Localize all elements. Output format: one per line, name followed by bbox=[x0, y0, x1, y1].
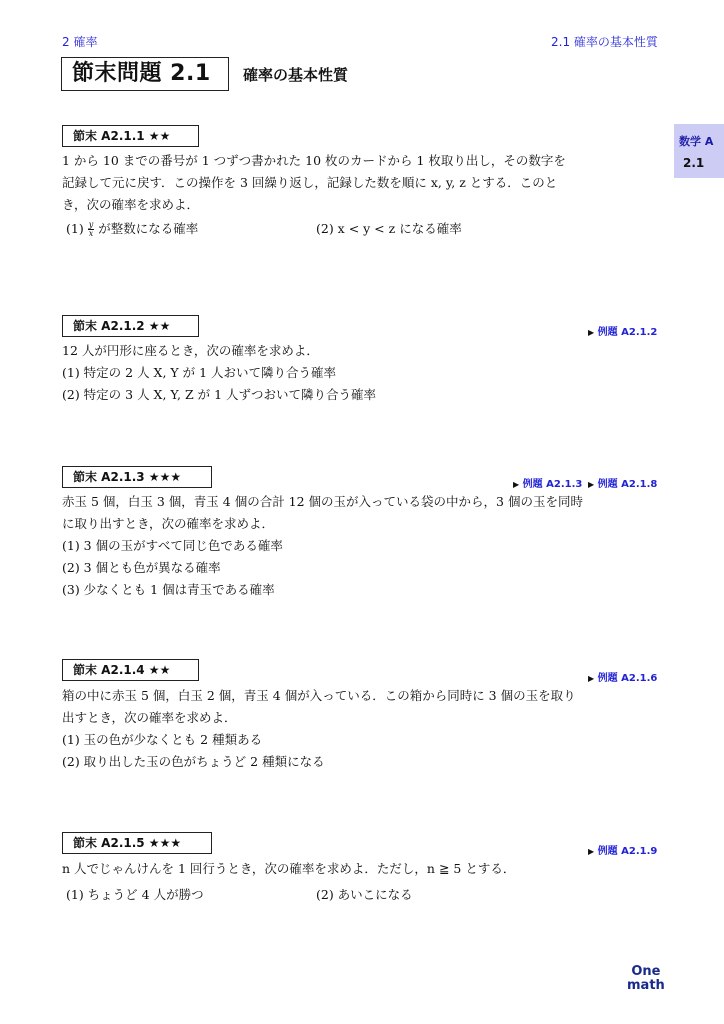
example-ref[interactable] bbox=[588, 842, 657, 857]
triangle-icon: ▶ bbox=[588, 847, 595, 856]
problem-line: き，次の確率を求めよ． bbox=[62, 197, 200, 212]
side-tab[interactable] bbox=[674, 124, 724, 178]
example-ref[interactable] bbox=[588, 475, 657, 490]
example-ref-label: 例題 A2.1.6 bbox=[597, 673, 658, 684]
problem-line: (1) 玉の色が少なくとも 2 種類ある bbox=[62, 732, 263, 747]
example-ref-label: 例題 A2.1.2 bbox=[597, 327, 658, 338]
problem-line: 記録して元に戻す．この操作を 3 回繰り返し，記録した数を順に x, y, z とする．このと bbox=[62, 175, 558, 190]
problem-label: 節末 A2.1.2 ★★ bbox=[62, 315, 199, 337]
triangle-icon: ▶ bbox=[588, 328, 595, 337]
side-tab-number: 2.1 bbox=[683, 156, 705, 170]
triangle-icon: ▶ bbox=[588, 674, 595, 683]
problem-body bbox=[62, 685, 576, 773]
triangle-icon: ▶ bbox=[513, 480, 520, 489]
example-ref-label: 例題 A2.1.8 bbox=[597, 479, 658, 490]
problem-line: (2) 取り出した玉の色がちょうど 2 種類になる bbox=[62, 754, 325, 769]
side-tab-subject: 数学 A bbox=[679, 135, 714, 148]
example-ref-label: 例題 A2.1.3 bbox=[522, 479, 583, 490]
logo-line-1: One bbox=[631, 964, 661, 979]
problem-line: 箱の中に赤玉 5 個，白玉 2 個，青玉 4 個が入っている．この箱から同時に 3 個の玉を取り bbox=[62, 688, 576, 703]
problem-line: 出すとき，次の確率を求めよ． bbox=[62, 710, 237, 725]
problem-line: に取り出すとき，次の確率を求めよ． bbox=[62, 516, 275, 531]
example-ref[interactable] bbox=[588, 323, 657, 338]
fraction-numerator: y bbox=[88, 220, 94, 229]
chapter-header: 2 確率 bbox=[62, 35, 98, 49]
example-ref[interactable] bbox=[588, 669, 657, 684]
problem-body bbox=[62, 150, 566, 216]
example-ref-label: 例題 A2.1.9 bbox=[597, 846, 658, 857]
problem-label: 節末 A2.1.1 ★★ bbox=[62, 125, 199, 147]
section-header: 2.1 確率の基本性質 bbox=[551, 35, 658, 49]
problem-line: 12 人が円形に座るとき，次の確率を求めよ． bbox=[62, 343, 319, 358]
subquestion-1 bbox=[66, 218, 198, 240]
subquestion-1: (1) ちょうど 4 人が勝つ bbox=[66, 887, 204, 902]
subquestion-2: (2) x < y < z になる確率 bbox=[316, 221, 462, 236]
problem-label: 節末 A2.1.3 ★★★ bbox=[62, 466, 212, 488]
logo-line-2: math bbox=[627, 978, 665, 993]
fraction-denominator: x bbox=[88, 229, 94, 238]
problem-line: n 人でじゃんけんを 1 回行うとき，次の確率を求めよ．ただし，n ≧ 5 とする． bbox=[62, 861, 516, 876]
problem-body bbox=[62, 491, 583, 601]
problem-line: (1) 3 個の玉がすべて同じ色である確率 bbox=[62, 538, 283, 553]
subquestion-number: (1) bbox=[66, 221, 84, 236]
problem-body bbox=[62, 340, 376, 406]
problem-label: 節末 A2.1.4 ★★ bbox=[62, 659, 199, 681]
problem-label: 節末 A2.1.5 ★★★ bbox=[62, 832, 212, 854]
problem-line: (2) 特定の 3 人 X, Y, Z が 1 人ずつおいて隣り合う確率 bbox=[62, 387, 377, 402]
problem-line: 1 から 10 までの番号が 1 つずつ書かれた 10 枚のカードから 1 枚取り出し，その数字を bbox=[62, 153, 566, 168]
subquestion-2: (2) あいこになる bbox=[316, 887, 413, 902]
problem-line: (2) 3 個とも色が異なる確率 bbox=[62, 560, 221, 575]
problem-body bbox=[62, 858, 515, 880]
problem-line: (3) 少なくとも 1 個は青玉である確率 bbox=[62, 582, 275, 597]
example-ref[interactable] bbox=[513, 475, 582, 490]
onemath-logo bbox=[627, 965, 665, 993]
subquestion-text: が整数になる確率 bbox=[94, 221, 199, 236]
section-subtitle: 確率の基本性質 bbox=[243, 66, 349, 84]
triangle-icon: ▶ bbox=[588, 480, 595, 489]
problem-line: 赤玉 5 個，白玉 3 個，青玉 4 個の合計 12 個の玉が入っている袋の中から，3 個の玉を同時 bbox=[62, 494, 583, 509]
section-title: 節末問題 2.1 bbox=[61, 57, 229, 91]
problem-line: (1) 特定の 2 人 X, Y が 1 人おいて隣り合う確率 bbox=[62, 365, 337, 380]
